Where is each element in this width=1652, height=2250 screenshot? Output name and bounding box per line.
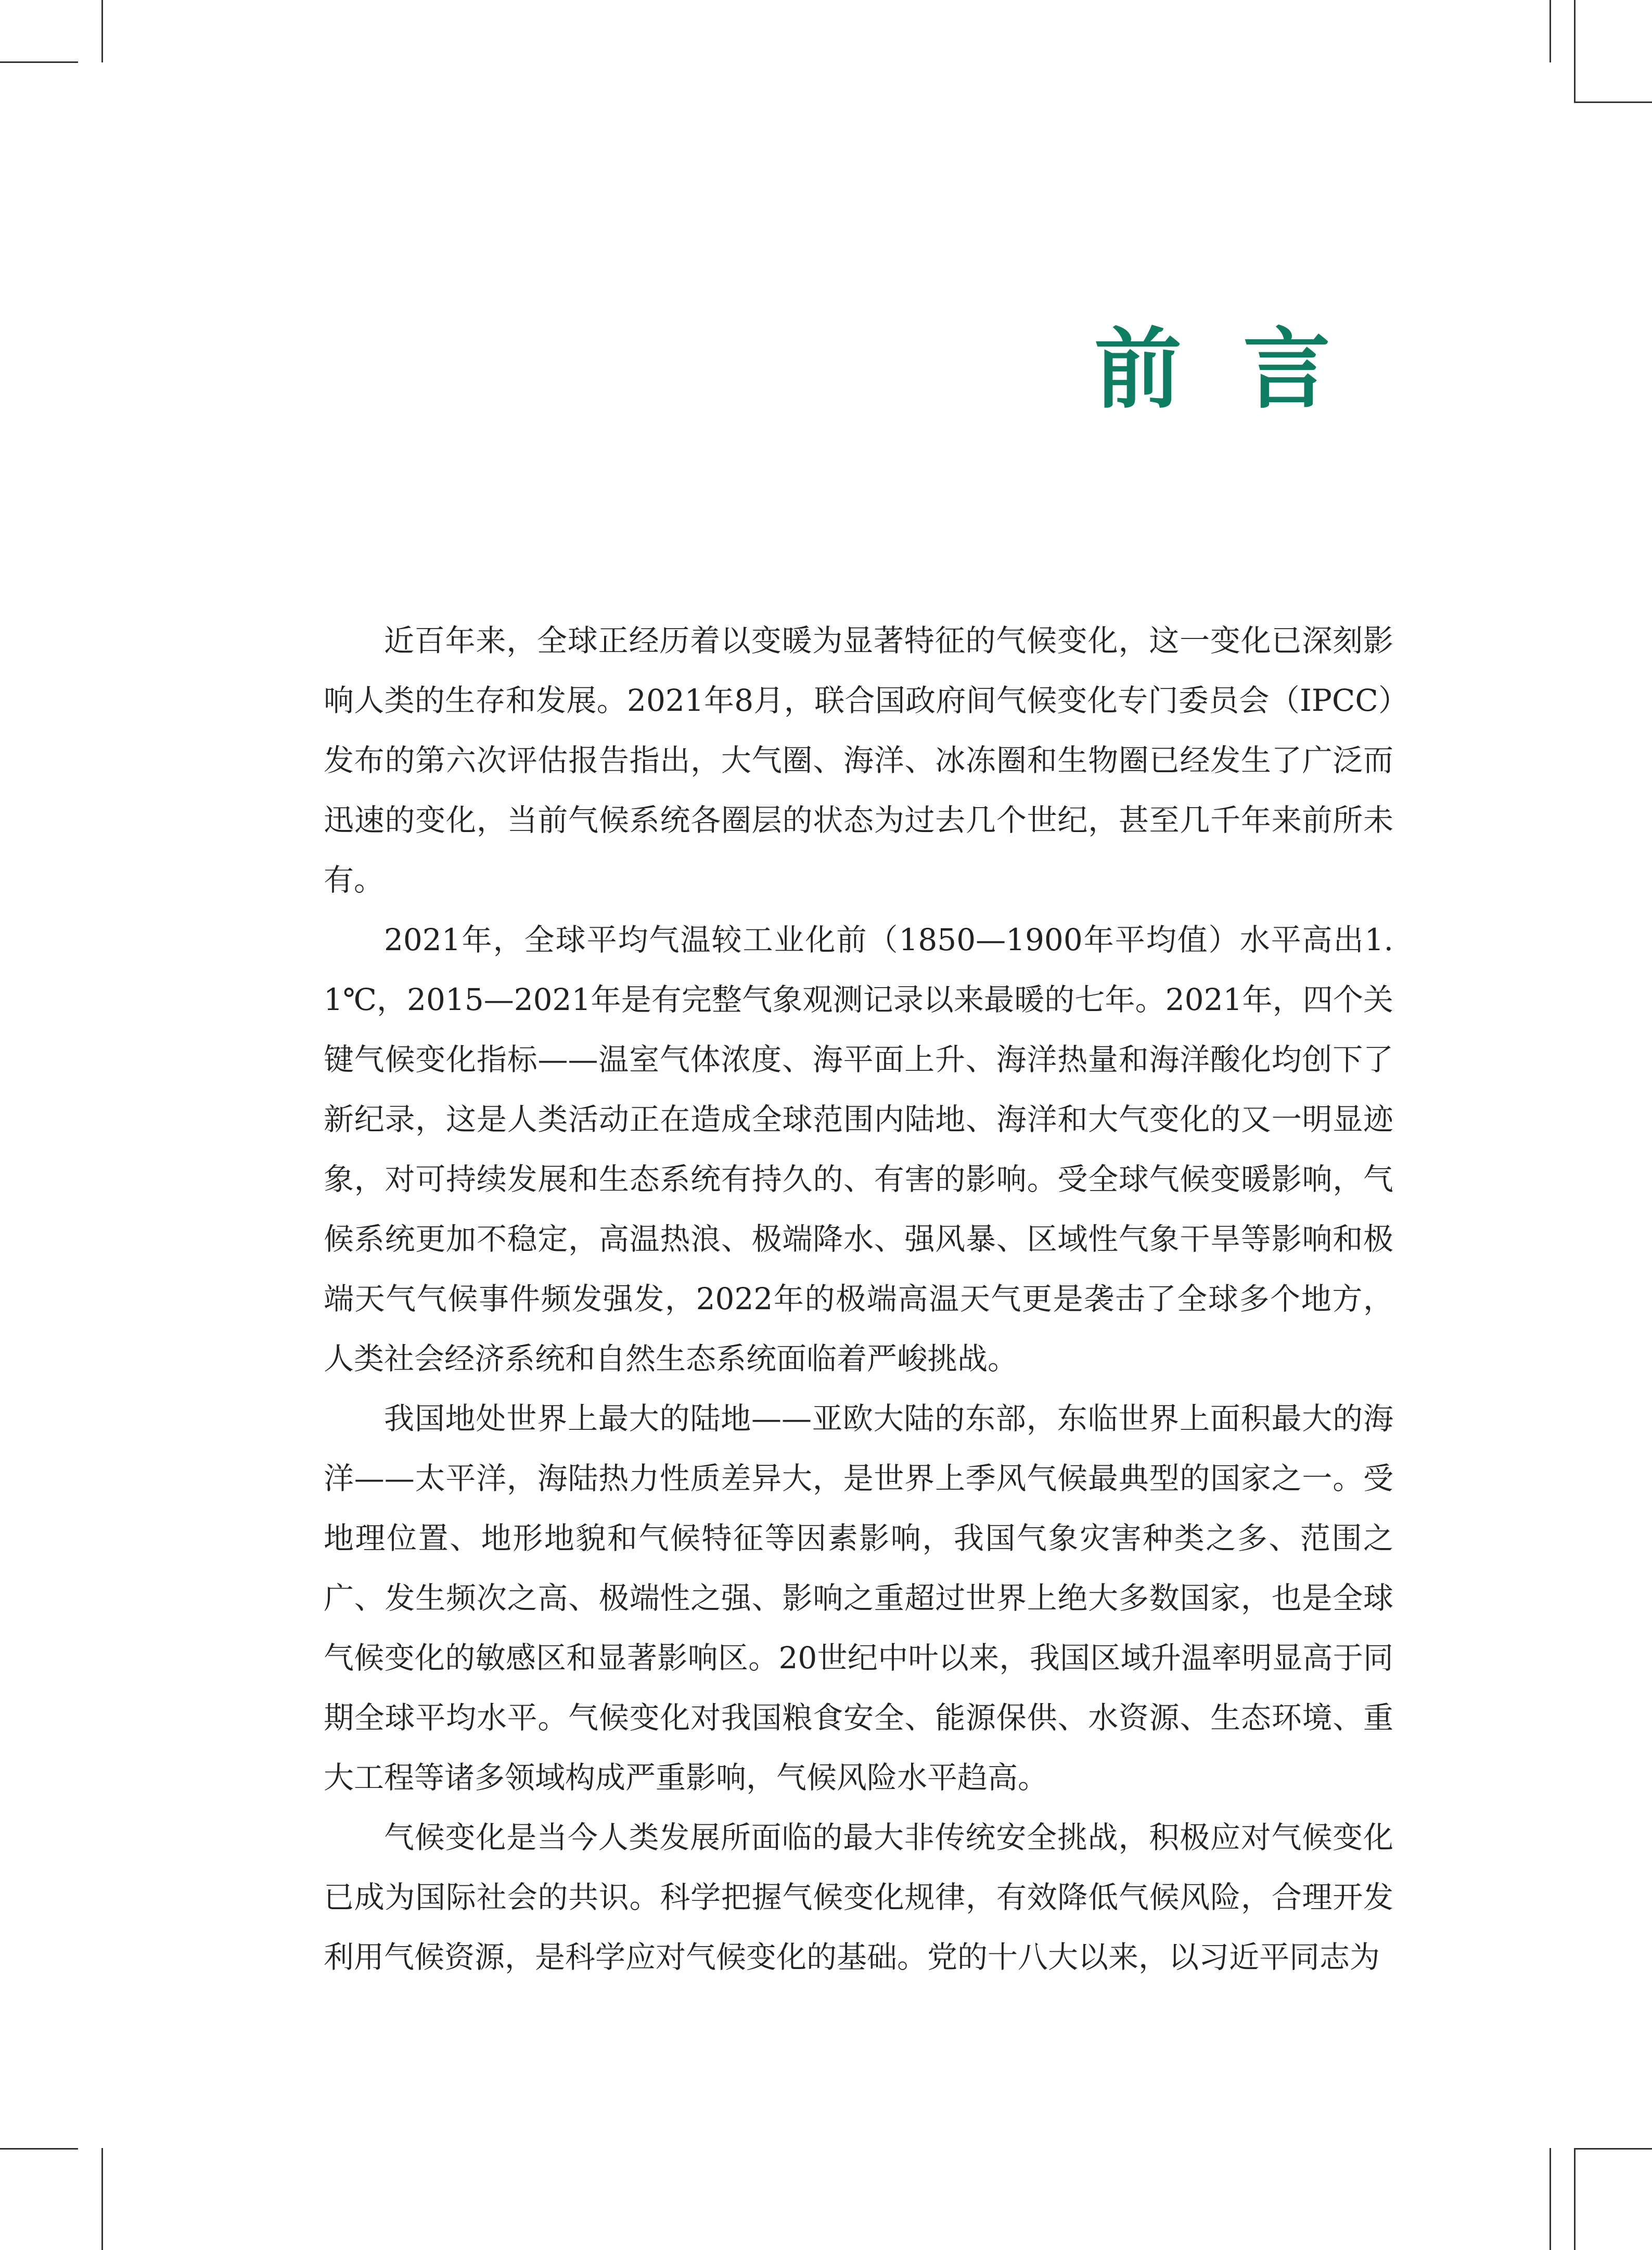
crop-mark-top-right-horizontal [1574, 101, 1652, 103]
crop-mark-bottom-right-horizontal [1574, 2148, 1652, 2150]
crop-mark-bottom-right-vertical-inner [1574, 2148, 1576, 2250]
crop-mark-top-left-vertical [101, 0, 103, 62]
crop-mark-bottom-right-vertical [1549, 2148, 1551, 2250]
crop-mark-bottom-left-vertical [101, 2148, 103, 2250]
paragraph: 我国地处世界上最大的陆地——亚欧大陆的东部，东临世界上面积最大的海洋——太平洋，海陆热力性质差异大，是世界上季风气候最典型的国家之一。受地理位置、地形地貌和气候特征等因素影响，我国气象灾害种类之多、范围之广、发生频次之高、极端性之强、影响之重超过世界上绝大多数国家，也是全球气候变化的敏感区和显著影响区。20世纪中叶以来，我国区域升温率明显高于同期全球平均水平。气候变化对我国粮食安全、能源保供、水资源、生态环境、重大工程等诸多领域构成严重影响，气候风险水平趋高。 [324, 1401, 1393, 1795]
crop-mark-top-right-vertical [1549, 0, 1551, 62]
paragraph: 气候变化是当今人类发展所面临的最大非传统安全挑战，积极应对气候变化已成为国际社会的共识。科学把握气候变化规律，有效降低气候风险，合理开发利用气候资源，是科学应对气候变化的基础。党的十八大以来，以习近平同志为 [324, 1820, 1393, 1975]
preface-body [324, 611, 1393, 1987]
crop-mark-top-right-vertical-inner [1574, 0, 1576, 101]
crop-mark-bottom-left-horizontal [0, 2148, 78, 2150]
paragraph: 近百年来，全球正经历着以变暖为显著特征的气候变化，这一变化已深刻影响人类的生存和发展。2021年8月，联合国政府间气候变化专门委员会（IPCC）发布的第六次评估报告指出，大气圈、海洋、冰冻圈和生物圈已经发生了广泛而迅速的变化，当前气候系统各圈层的状态为过去几个世纪，甚至几千年来前所未有。 [324, 623, 1393, 898]
paragraph: 2021年，全球平均气温较工业化前（1850—1900年平均值）水平高出1.1℃，2015—2021年是有完整气象观测记录以来最暖的七年。2021年，四个关键气候变化指标——温室气体浓度、海平面上升、海洋热量和海洋酸化均创下了新纪录，这是人类活动正在造成全球范围内陆地、海洋和大气变化的又一明显迹象，对可持续发展和生态系统有持久的、有害的影响。受全球气候变暖影响，气候系统更加不稳定，高温热浪、极端降水、强风暴、区域性气象干旱等影响和极端天气气候事件频发强发，2022年的极端高温天气更是袭击了全球多个地方，人类社会经济系统和自然生态系统面临着严峻挑战。 [324, 922, 1393, 1376]
crop-mark-top-left-horizontal [0, 61, 78, 63]
page-title: 前言 [1094, 318, 1392, 420]
